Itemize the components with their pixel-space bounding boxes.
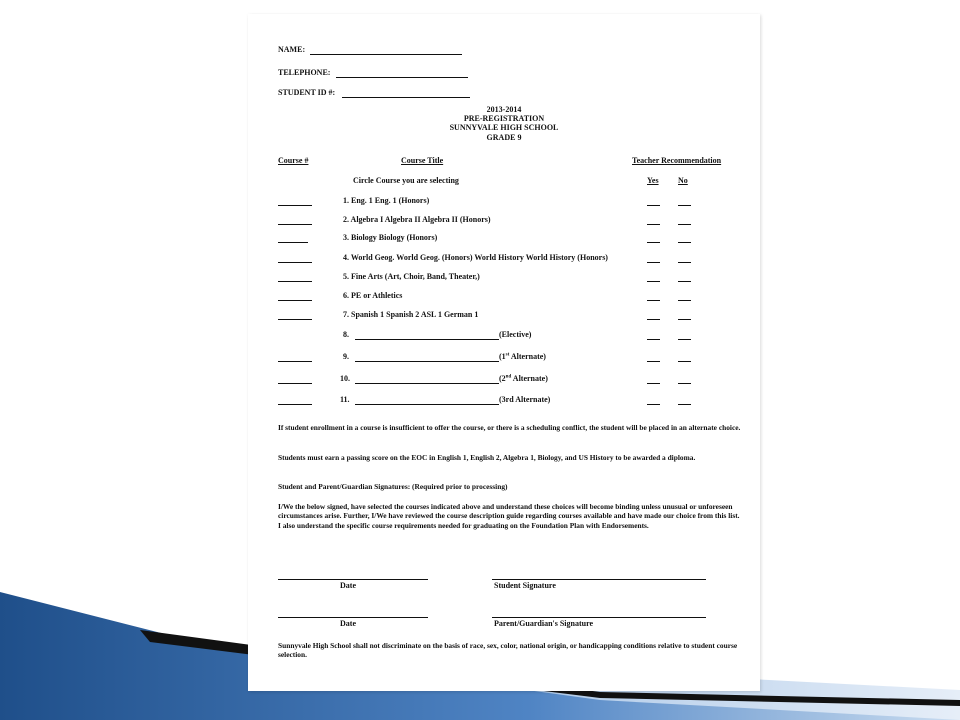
title-year: 2013-2014 [486, 105, 522, 114]
course-option-text[interactable]: 5. Fine Arts (Art, Choir, Band, Theater,) [343, 272, 480, 281]
course-number-blank[interactable] [278, 383, 312, 384]
no-blank[interactable] [678, 361, 691, 362]
name-label: NAME: [278, 45, 306, 54]
course-option-text[interactable]: 7. Spanish 1 Spanish 2 ASL 1 German 1 [343, 310, 479, 319]
eoc-notice: Students must earn a passing score on the EOC in English 1, English 2, Algebra 1, Biology, and US History to be awarded a diploma. [278, 453, 696, 462]
yes-blank[interactable] [647, 262, 660, 263]
no-blank[interactable] [678, 224, 691, 225]
row-number: 9. [343, 352, 349, 361]
course-number-blank[interactable] [278, 262, 312, 263]
document-page [248, 14, 760, 691]
yes-blank[interactable] [647, 281, 660, 282]
alternate-course-blank[interactable] [355, 404, 499, 405]
col-course-title: Course Title [401, 156, 444, 165]
elective-course-blank[interactable] [355, 339, 499, 340]
no-blank[interactable] [678, 404, 691, 405]
course-number-blank[interactable] [278, 205, 312, 206]
student-signature-label: Student Signature [494, 581, 556, 590]
yes-blank[interactable] [647, 224, 660, 225]
row-number: 11. [340, 395, 350, 404]
name-field[interactable] [310, 54, 462, 55]
parent-signature-label: Parent/Guardian's Signature [494, 619, 594, 628]
telephone-field[interactable] [336, 77, 468, 78]
elective-label: (Elective) [499, 330, 532, 339]
yes-blank[interactable] [647, 205, 660, 206]
course-number-blank[interactable] [278, 361, 312, 362]
no-blank[interactable] [678, 383, 691, 384]
no-blank[interactable] [678, 319, 691, 320]
telephone-label: TELEPHONE: [278, 68, 331, 77]
yes-blank[interactable] [647, 242, 660, 243]
col-no: No [678, 176, 688, 185]
col-yes: Yes [647, 176, 659, 185]
no-blank[interactable] [678, 300, 691, 301]
yes-blank[interactable] [647, 319, 660, 320]
instruction-text: Circle Course you are selecting [353, 176, 459, 185]
parent-signature-line[interactable] [492, 617, 706, 618]
no-blank[interactable] [678, 339, 691, 340]
title-block [248, 105, 760, 142]
course-option-text[interactable]: 1. Eng. 1 Eng. 1 (Honors) [343, 196, 430, 205]
student-id-label: STUDENT ID #: [278, 88, 336, 97]
student-signature-line[interactable] [492, 579, 706, 580]
title-grade: GRADE 9 [486, 132, 522, 142]
yes-blank[interactable] [647, 300, 660, 301]
signatures-heading: Student and Parent/Guardian Signatures: (Required prior to processing) [278, 482, 508, 491]
yes-blank[interactable] [647, 361, 660, 362]
title-school: SUNNYVALE HIGH SCHOOL [449, 123, 559, 133]
course-number-blank[interactable] [278, 224, 312, 225]
date-label: Date [340, 581, 356, 590]
agreement-paragraph: I/We the below signed, have selected the courses indicated above and understand these choices will become binding unless unusual or unforeseen circumstances arise. Further, I/We have reviewed the course description guide regarding courses available and have made our choice from this list. I also understand the specific course requirements needed for graduating on the Foundation Plan with Endorsements. [278, 502, 740, 530]
yes-blank[interactable] [647, 339, 660, 340]
alternate-course-blank[interactable] [355, 383, 499, 384]
student-date-line[interactable] [278, 579, 428, 580]
course-option-text[interactable]: 6. PE or Athletics [343, 291, 403, 300]
course-number-blank[interactable] [278, 300, 312, 301]
course-option-text[interactable]: 2. Algebra I Algebra II Algebra II (Honors) [343, 215, 491, 224]
col-course-num: Course # [278, 156, 309, 165]
course-option-text[interactable]: 3. Biology Biology (Honors) [343, 233, 438, 242]
date-label: Date [340, 619, 356, 628]
col-teacher-rec: Teacher Recommendation [632, 156, 722, 165]
nondiscrimination-notice: Sunnyvale High School shall not discriminate on the basis of race, sex, color, national origin, or handicapping conditions relative to student course selection. [278, 641, 738, 660]
student-id-field[interactable] [342, 97, 470, 98]
course-number-blank[interactable] [278, 319, 312, 320]
yes-blank[interactable] [647, 383, 660, 384]
course-number-blank[interactable] [278, 404, 312, 405]
no-blank[interactable] [678, 281, 691, 282]
alternate-label: (3rd Alternate) [499, 395, 551, 404]
enrollment-notice: If student enrollment in a course is insufficient to offer the course, or there is a scheduling conflict, the student will be placed in an alternate choice. [278, 423, 741, 432]
no-blank[interactable] [678, 205, 691, 206]
no-blank[interactable] [678, 242, 691, 243]
course-number-blank[interactable] [278, 242, 308, 243]
yes-blank[interactable] [647, 404, 660, 405]
course-number-blank[interactable] [278, 281, 312, 282]
title-preregistration: PRE-REGISTRATION [463, 114, 545, 124]
course-option-text[interactable]: 4. World Geog. World Geog. (Honors) World History World History (Honors) [343, 253, 608, 262]
alternate-label: (2nd Alternate) [499, 374, 548, 383]
row-number: 8. [343, 330, 349, 339]
parent-date-line[interactable] [278, 617, 428, 618]
row-number: 10. [340, 374, 350, 383]
no-blank[interactable] [678, 262, 691, 263]
alternate-course-blank[interactable] [355, 361, 499, 362]
alternate-label: (1st Alternate) [499, 352, 546, 361]
